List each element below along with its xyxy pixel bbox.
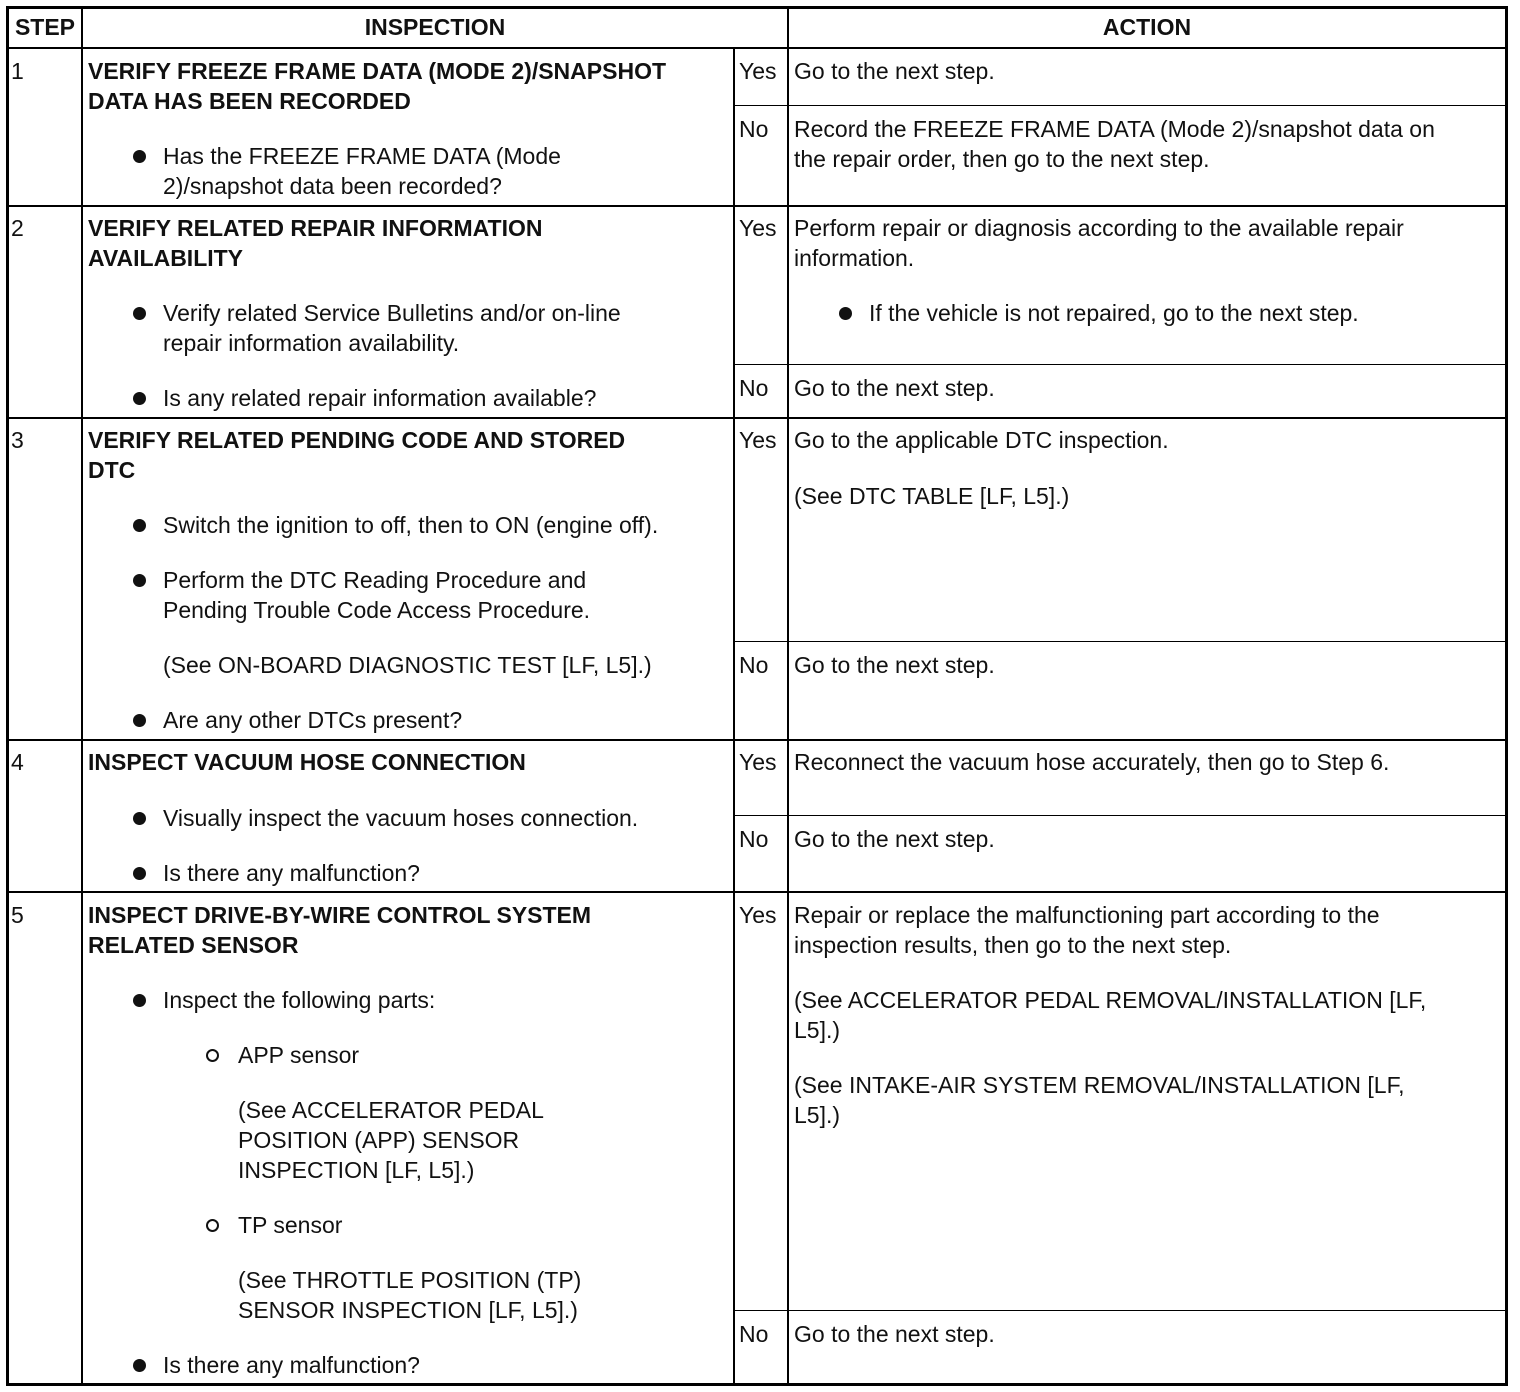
yes-no-divider-3 [733,641,1508,642]
table-border-left [6,6,9,1386]
action-reference-line: L5].) [794,1017,841,1043]
action-text-line: Repair or replace the malfunctioning part according to the [794,902,1380,928]
table-border-right [1505,6,1508,1386]
action-text-line: Reconnect the vacuum hose accurately, then go to Step 6. [794,749,1390,775]
sub-item-ref-line: (See ACCELERATOR PEDAL [238,1097,544,1123]
sub-item-name: TP sensor [238,1212,343,1238]
action-text-line: Go to the next step. [794,375,995,401]
bullet-text-line: Visually inspect the vacuum hoses connection. [163,805,639,831]
table-border-bottom [6,1383,1508,1386]
bullet-text-line: Is any related repair information available? [163,385,597,411]
sub-item-ref-line: POSITION (APP) SENSOR [238,1127,520,1153]
action-text-line: Perform repair or diagnosis according to the available repair [794,215,1404,241]
bullet-text-line: Verify related Service Bulletins and/or on-line [163,300,621,326]
no-label: No [739,116,769,142]
action-text-line: Go to the next step. [794,58,995,84]
header-divider [6,47,1508,49]
step-divider-1 [6,205,1508,207]
bullet-icon [133,392,146,405]
action-text-line: Go to the applicable DTC inspection. [794,427,1169,453]
yes-label: Yes [739,58,777,84]
action-text-line: Go to the next step. [794,1321,995,1347]
header-inspection: INSPECTION [364,14,506,40]
bullet-text-line: Perform the DTC Reading Procedure and [163,567,587,593]
yes-label: Yes [739,427,777,453]
step-title-line: AVAILABILITY [88,245,244,271]
yes-no-divider-4 [733,815,1508,816]
action-text-line: inspection results, then go to the next step. [794,932,1232,958]
sub-item-ref-line: INSPECTION [LF, L5].) [238,1157,475,1183]
step-title-line: DTC [88,457,136,483]
bullet-text-line: repair information availability. [163,330,460,356]
yes-no-divider-1 [733,105,1508,106]
step-title-line: VERIFY RELATED PENDING CODE AND STORED [88,427,626,453]
bullet-icon [133,307,146,320]
bullet-icon [133,574,146,587]
step-number: 3 [11,427,24,453]
step-divider-4 [6,891,1508,893]
bullet-icon [133,867,146,880]
step-title-line: VERIFY FREEZE FRAME DATA (MODE 2)/SNAPSHOT [88,58,667,84]
action-text-line: information. [794,245,915,271]
step-number: 4 [11,749,24,775]
yes-label: Yes [739,215,777,241]
bullet-text-line: Has the FREEZE FRAME DATA (Mode [163,143,561,169]
bullet-text-line: Switch the ignition to off, then to ON (engine off). [163,512,659,538]
step-title-line: INSPECT DRIVE-BY-WIRE CONTROL SYSTEM [88,902,592,928]
action-reference-line: (See ACCELERATOR PEDAL REMOVAL/INSTALLATION [LF, [794,987,1427,1013]
step-title-line: DATA HAS BEEN RECORDED [88,88,411,114]
bullet-text-line: Is there any malfunction? [163,860,420,886]
bullet-icon [133,812,146,825]
step-number: 2 [11,215,24,241]
table-border-top [6,6,1508,9]
bullet-icon [133,519,146,532]
no-label: No [739,1321,769,1347]
action-reference-line: L5].) [794,1102,841,1128]
sub-item-ref-line: (See THROTTLE POSITION (TP) [238,1267,582,1293]
col-divider-step [81,6,83,1386]
bullet-icon [133,714,146,727]
action-text-line: Go to the next step. [794,826,995,852]
no-label: No [739,826,769,852]
header-action: ACTION [1102,14,1192,40]
bullet-text-line: Are any other DTCs present? [163,707,463,733]
sub-bullet-icon [206,1049,219,1062]
step-title-line: RELATED SENSOR [88,932,299,958]
sub-item-ref-line: SENSOR INSPECTION [LF, L5].) [238,1297,578,1323]
bullet-text-line: Inspect the following parts: [163,987,436,1013]
step-title-line: INSPECT VACUUM HOSE CONNECTION [88,749,526,775]
bullet-icon [133,150,146,163]
action-reference-line: (See INTAKE-AIR SYSTEM REMOVAL/INSTALLATION [LF, [794,1072,1405,1098]
bullet-icon [133,1359,146,1372]
no-label: No [739,375,769,401]
no-label: No [739,652,769,678]
step-divider-3 [6,739,1508,741]
step-title-line: VERIFY RELATED REPAIR INFORMATION [88,215,543,241]
col-divider-answer [733,48,735,1385]
action-text-line: Go to the next step. [794,652,995,678]
step-divider-2 [6,417,1508,419]
sub-bullet-icon [206,1219,219,1232]
step-number: 1 [11,58,24,84]
bullet-text-line: Is there any malfunction? [163,1352,420,1378]
action-text-line: Record the FREEZE FRAME DATA (Mode 2)/snapshot data on [794,116,1435,142]
yes-label: Yes [739,902,777,928]
reference-note: (See ON-BOARD DIAGNOSTIC TEST [LF, L5].) [163,652,652,678]
action-bullet-text: If the vehicle is not repaired, go to the next step. [869,300,1359,326]
yes-no-divider-5 [733,1310,1508,1311]
yes-label: Yes [739,749,777,775]
header-step: STEP [14,14,76,40]
step-number: 5 [11,902,24,928]
yes-no-divider-2 [733,364,1508,365]
col-divider-action [787,6,789,1386]
bullet-text-line: 2)/snapshot data been recorded? [163,173,502,199]
bullet-text-line: Pending Trouble Code Access Procedure. [163,597,591,623]
bullet-icon [133,994,146,1007]
action-text-line: the repair order, then go to the next step. [794,146,1210,172]
bullet-icon [839,307,852,320]
action-reference: (See DTC TABLE [LF, L5].) [794,483,1070,509]
sub-item-name: APP sensor [238,1042,360,1068]
